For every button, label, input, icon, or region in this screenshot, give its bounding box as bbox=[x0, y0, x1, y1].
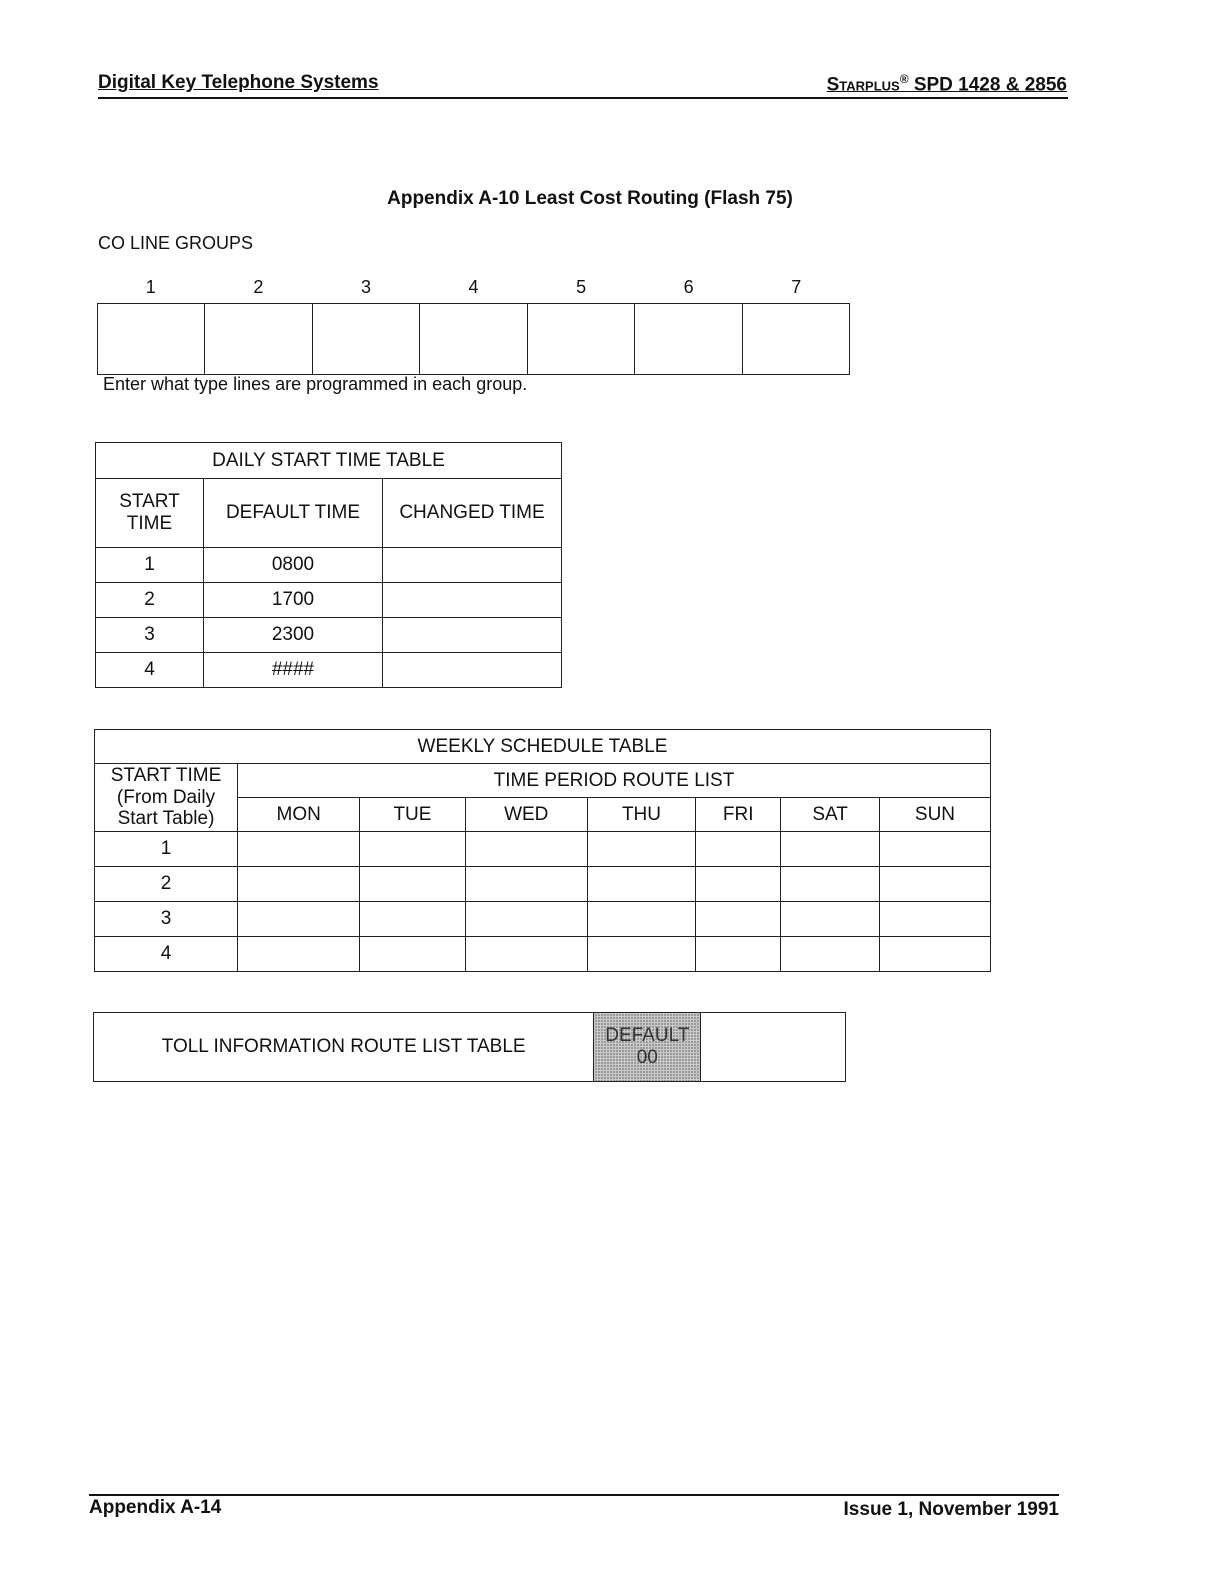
toll-info-route-list-table bbox=[93, 1012, 846, 1082]
toll-table-label: TOLL INFORMATION ROUTE LIST TABLE bbox=[94, 1013, 594, 1082]
weekly-entry-cell[interactable] bbox=[360, 937, 465, 972]
daily-changed-cell[interactable] bbox=[383, 618, 562, 653]
daily-default-cell: 1700 bbox=[204, 583, 383, 618]
header-left: Digital Key Telephone Systems bbox=[98, 72, 379, 93]
weekly-entry-cell[interactable] bbox=[696, 937, 781, 972]
header-rule bbox=[98, 97, 1068, 99]
table-row bbox=[95, 902, 991, 937]
weekly-schedule-table bbox=[94, 729, 991, 972]
weekly-entry-cell[interactable] bbox=[360, 832, 465, 867]
weekly-entry-cell[interactable] bbox=[465, 902, 587, 937]
weekly-start-cell: 4 bbox=[95, 937, 238, 972]
weekly-day-header: WED bbox=[465, 798, 587, 832]
co-group-number: 6 bbox=[683, 277, 694, 297]
daily-changed-cell[interactable] bbox=[383, 653, 562, 688]
weekly-day-header: MON bbox=[238, 798, 360, 832]
daily-start-cell: 1 bbox=[96, 548, 204, 583]
footer-left: Appendix A-14 bbox=[89, 1497, 222, 1518]
weekly-entry-cell[interactable] bbox=[781, 902, 880, 937]
weekly-entry-cell[interactable] bbox=[879, 832, 990, 867]
header-brand: Starplus bbox=[826, 74, 900, 96]
table-row bbox=[95, 867, 991, 902]
daily-changed-cell[interactable] bbox=[383, 583, 562, 618]
weekly-entry-cell[interactable] bbox=[696, 867, 781, 902]
toll-default-value: 00 bbox=[636, 1047, 658, 1068]
daily-col-start-time: START TIME bbox=[96, 479, 204, 548]
daily-start-cell: 4 bbox=[96, 653, 204, 688]
weekly-day-header: TUE bbox=[360, 798, 465, 832]
weekly-entry-cell[interactable] bbox=[587, 902, 695, 937]
weekly-entry-cell[interactable] bbox=[879, 867, 990, 902]
co-group-cell[interactable] bbox=[527, 304, 634, 375]
co-group-number: 4 bbox=[468, 277, 479, 297]
weekly-day-header: FRI bbox=[696, 798, 781, 832]
weekly-entry-cell[interactable] bbox=[587, 937, 695, 972]
daily-start-time-table bbox=[95, 442, 562, 688]
weekly-day-header: SAT bbox=[781, 798, 880, 832]
co-group-numbers bbox=[97, 277, 850, 298]
header-model: SPD 1428 & 2856 bbox=[908, 74, 1067, 96]
toll-entry-cell[interactable] bbox=[701, 1013, 846, 1082]
weekly-entry-cell[interactable] bbox=[465, 867, 587, 902]
daily-default-cell: #### bbox=[204, 653, 383, 688]
co-group-cell[interactable] bbox=[98, 304, 205, 375]
co-group-number: 7 bbox=[791, 277, 802, 297]
co-line-groups-table bbox=[97, 303, 850, 375]
weekly-start-cell: 3 bbox=[95, 902, 238, 937]
daily-changed-cell[interactable] bbox=[383, 548, 562, 583]
weekly-entry-cell[interactable] bbox=[587, 832, 695, 867]
daily-col-changed-time: CHANGED TIME bbox=[383, 479, 562, 548]
co-group-cell[interactable] bbox=[420, 304, 527, 375]
weekly-subtitle: TIME PERIOD ROUTE LIST bbox=[238, 764, 991, 798]
daily-start-cell: 3 bbox=[96, 618, 204, 653]
weekly-entry-cell[interactable] bbox=[696, 832, 781, 867]
co-groups-row bbox=[98, 304, 850, 375]
co-group-number: 2 bbox=[253, 277, 264, 297]
weekly-start-cell: 1 bbox=[95, 832, 238, 867]
weekly-col-start-time: START TIME (From Daily Start Table) bbox=[95, 764, 238, 832]
daily-table-title: DAILY START TIME TABLE bbox=[96, 443, 562, 479]
weekly-entry-cell[interactable] bbox=[465, 832, 587, 867]
table-row bbox=[95, 937, 991, 972]
weekly-entry-cell[interactable] bbox=[360, 867, 465, 902]
weekly-entry-cell[interactable] bbox=[360, 902, 465, 937]
registered-mark: ® bbox=[899, 72, 909, 86]
toll-default-cell bbox=[594, 1013, 701, 1082]
co-group-number: 3 bbox=[360, 277, 371, 297]
weekly-day-header: THU bbox=[587, 798, 695, 832]
co-group-cell[interactable] bbox=[205, 304, 312, 375]
page-title: Appendix A-10 Least Cost Routing (Flash 75) bbox=[387, 188, 793, 209]
footer-rule bbox=[89, 1494, 1059, 1496]
weekly-start-cell: 2 bbox=[95, 867, 238, 902]
weekly-entry-cell[interactable] bbox=[238, 902, 360, 937]
weekly-entry-cell[interactable] bbox=[781, 832, 880, 867]
weekly-entry-cell[interactable] bbox=[587, 867, 695, 902]
weekly-entry-cell[interactable] bbox=[696, 902, 781, 937]
weekly-entry-cell[interactable] bbox=[238, 867, 360, 902]
table-row bbox=[95, 832, 991, 867]
header-right bbox=[827, 72, 1067, 96]
co-group-number: 5 bbox=[576, 277, 587, 297]
co-groups-note: Enter what type lines are programmed in each group. bbox=[103, 374, 528, 394]
co-line-groups-label: CO LINE GROUPS bbox=[98, 233, 254, 253]
weekly-entry-cell[interactable] bbox=[238, 937, 360, 972]
weekly-entry-cell[interactable] bbox=[879, 937, 990, 972]
co-group-cell[interactable] bbox=[312, 304, 419, 375]
daily-start-cell: 2 bbox=[96, 583, 204, 618]
weekly-entry-cell[interactable] bbox=[465, 937, 587, 972]
table-row bbox=[96, 653, 562, 688]
weekly-table-title: WEEKLY SCHEDULE TABLE bbox=[95, 730, 991, 764]
daily-default-cell: 2300 bbox=[204, 618, 383, 653]
co-group-cell[interactable] bbox=[742, 304, 849, 375]
table-row bbox=[96, 583, 562, 618]
toll-default-label: DEFAULT bbox=[605, 1025, 690, 1047]
weekly-entry-cell[interactable] bbox=[781, 937, 880, 972]
table-row bbox=[96, 548, 562, 583]
weekly-day-header: SUN bbox=[879, 798, 990, 832]
co-group-number: 1 bbox=[145, 277, 156, 297]
weekly-entry-cell[interactable] bbox=[238, 832, 360, 867]
daily-default-cell: 0800 bbox=[204, 548, 383, 583]
weekly-entry-cell[interactable] bbox=[879, 902, 990, 937]
daily-col-default-time: DEFAULT TIME bbox=[204, 479, 383, 548]
weekly-entry-cell[interactable] bbox=[781, 867, 880, 902]
table-row bbox=[96, 618, 562, 653]
footer-right: Issue 1, November 1991 bbox=[843, 1499, 1059, 1520]
co-group-cell[interactable] bbox=[635, 304, 742, 375]
